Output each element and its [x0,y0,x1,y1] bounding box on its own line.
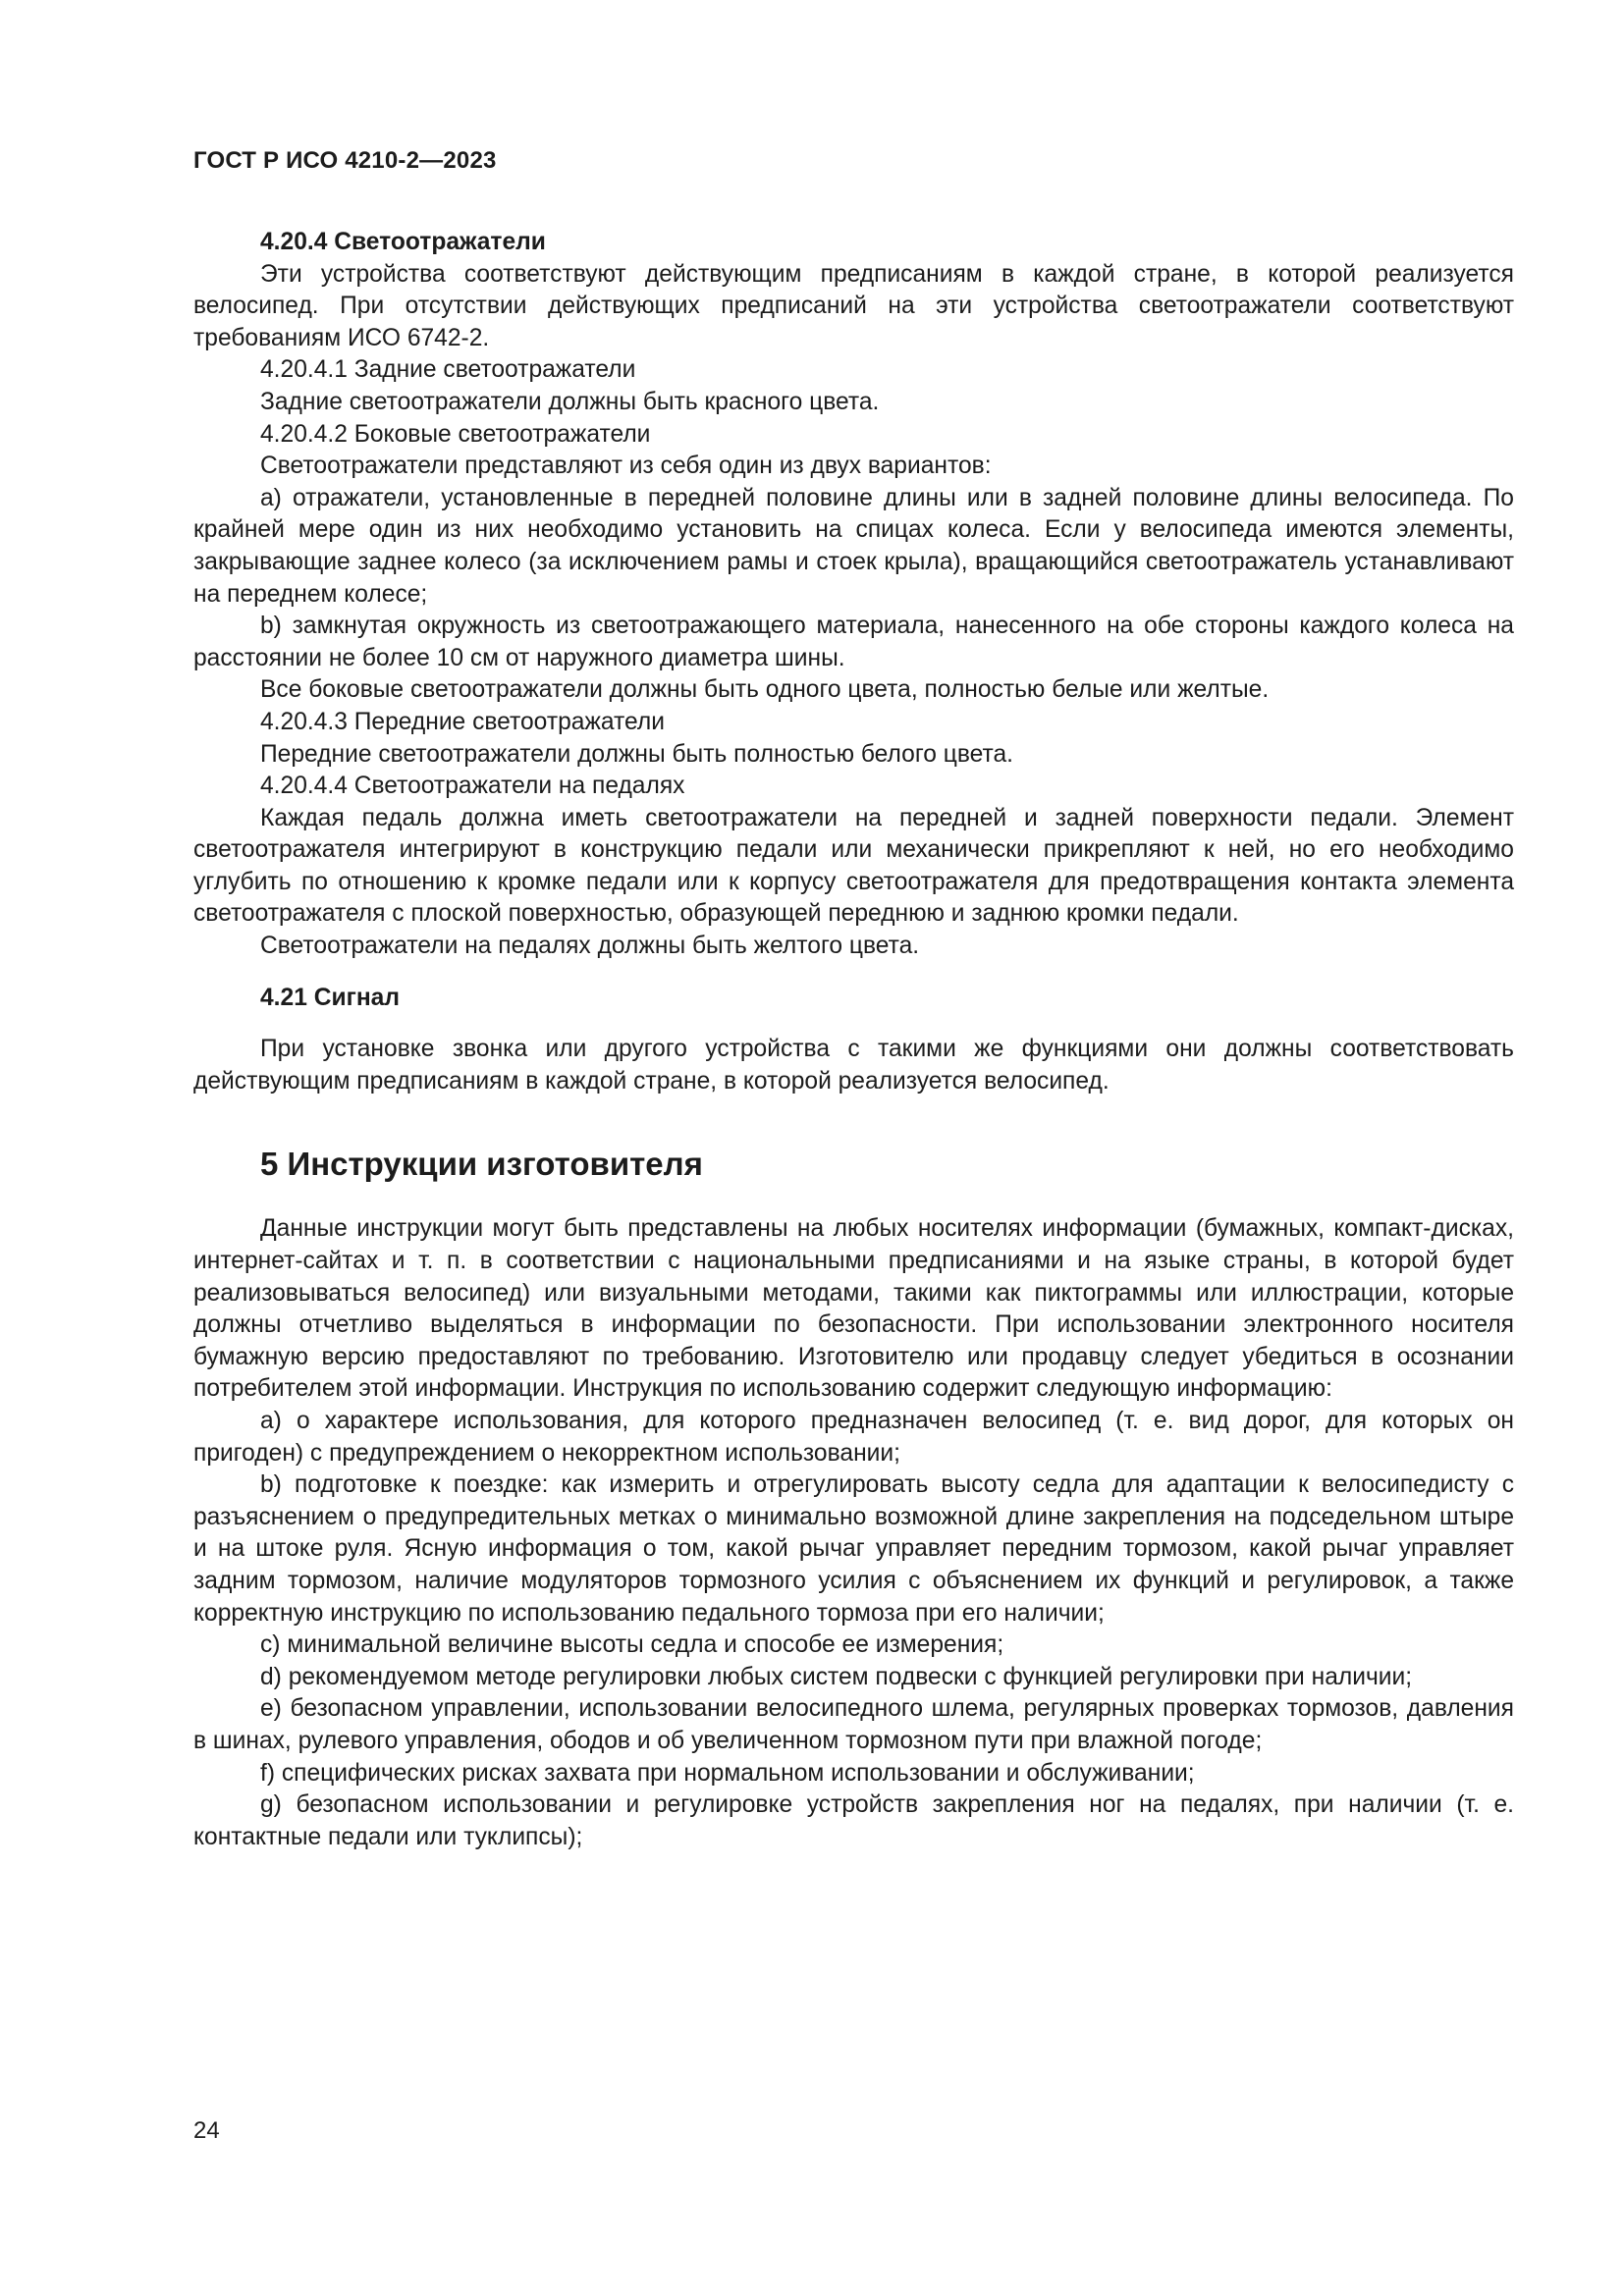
paragraph: Задние светоотражатели должны быть красного цвета. [260,388,880,415]
list-item: f) специфических рисках захвата при нормальном использовании и обслуживании; [260,1759,1195,1787]
list-item: e) безопасном управлении, использовании велосипедного шлема, регулярных проверках тормозов, давления в шинах, рулевого управления, ободов и об увеличенном тормозном пути при влажной погоде; [193,1695,1514,1754]
list-item: b) подготовке к поездке: как измерить и отрегулировать высоту седла для адаптации к велосипедисту с разъяснением о предупредительных метках о минимально возможной длине закрепления на подседельном штыре и на штоке руля. Ясную информация о том, какой рычаг управляет передним тормозом, какой рычаг управляет задним тормозом, наличие модуляторов тормозного усилия с объяснением их функций и регулировок, а также корректную инструкцию по использованию педального тормоза при его наличии; [193,1471,1514,1627]
list-item: b) замкнутая окружность из светоотражающего материала, нанесенного на обе стороны каждого колеса на расстоянии не более 10 см от наружного диаметра шины. [193,613,1514,671]
paragraph: Данные инструкции могут быть представлены на любых носителях информации (бумажных, компакт-дисках, интернет-сайтах и т. п. в соответствии с национальными предписаниями и на языке страны, в которой будет реализовываться велосипед) или визуальными методами, такими как пиктограммы или иллюстрации, которые должны отчетливо выделяться в информации по безопасности. При использовании электронного носителя бумажную версию предоставляют по требованию. Изготовителю или продавцу следует убедиться в осознании потребителем этой информации. Инструкция по использованию содержит следующую информацию: [193,1215,1514,1403]
document-header: ГОСТ Р ИСО 4210-2—2023 [193,147,497,174]
section-heading-4-21: 4.21 Сигнал [260,984,400,1011]
document-body [193,227,1514,1853]
subsection-title-front: 4.20.4.3 Передние светоотражатели [260,708,665,735]
list-item: g) безопасном использовании и регулировке устройств закрепления ног на педалях, при наличии (т. е. контактные педали или туклипсы); [193,1791,1514,1850]
list-item: a) о характере использования, для которого предназначен велосипед (т. е. вид дорог, для которых он пригоден) с предупреждением о некорректном использовании; [193,1408,1514,1467]
list-item: a) отражатели, установленные в передней половине длины или в задней половине длины велосипеда. По крайней мере один из них необходимо установить на спицах колеса. Если у велосипеда имеются элементы, закрывающие заднее колесо (за исключением рамы и стоек крыла), вращающийся светоотражатель устанавливают на переднем колесе; [193,484,1514,608]
section-heading-5: 5 Инструкции изготовителя [260,1146,703,1183]
paragraph: Светоотражатели представляют из себя один из двух вариантов: [260,453,992,480]
paragraph: При установке звонка или другого устройства с такими же функциями они должны соответствовать действующим предписаниям в каждой стране, в которой реализуется велосипед. [193,1036,1514,1095]
page-number: 24 [193,2117,220,2144]
list-item: d) рекомендуемом методе регулировки любых систем подвески с функцией регулировки при наличии; [260,1663,1413,1690]
subsection-title-rear: 4.20.4.1 Задние светоотражатели [260,356,636,384]
list-item: c) минимальной величине высоты седла и способе ее измерения; [260,1631,1004,1659]
paragraph: Эти устройства соответствуют действующим предписаниям в каждой стране, в которой реализуется велосипед. При отсутствии действующих предписаний на эти устройства светоотражатели соответствуют требованиям ИСО 6742-2. [193,260,1514,351]
subsection-title-side: 4.20.4.2 Боковые светоотражатели [260,420,651,448]
paragraph: Светоотражатели на педалях должны быть желтого цвета. [260,933,920,960]
paragraph: Каждая педаль должна иметь светоотражатели на передней и задней поверхности педали. Элемент светоотражателя интегрируют в конструкцию педали или механически прикрепляют к ней, но его необходимо углубить по отношению к кромке педали или к корпусу светоотражателя для предотвращения контакта элемента светоотражателя с плоской поверхностью, образующей переднюю и заднюю кромки педали. [193,804,1514,928]
section-heading-4-20-4: 4.20.4 Светоотражатели [260,229,546,255]
paragraph: Передние светоотражатели должны быть полностью белого цвета. [260,740,1014,768]
subsection-title-pedal: 4.20.4.4 Светоотражатели на педалях [260,773,685,800]
paragraph: Все боковые светоотражатели должны быть одного цвета, полностью белые или желтые. [260,676,1270,704]
